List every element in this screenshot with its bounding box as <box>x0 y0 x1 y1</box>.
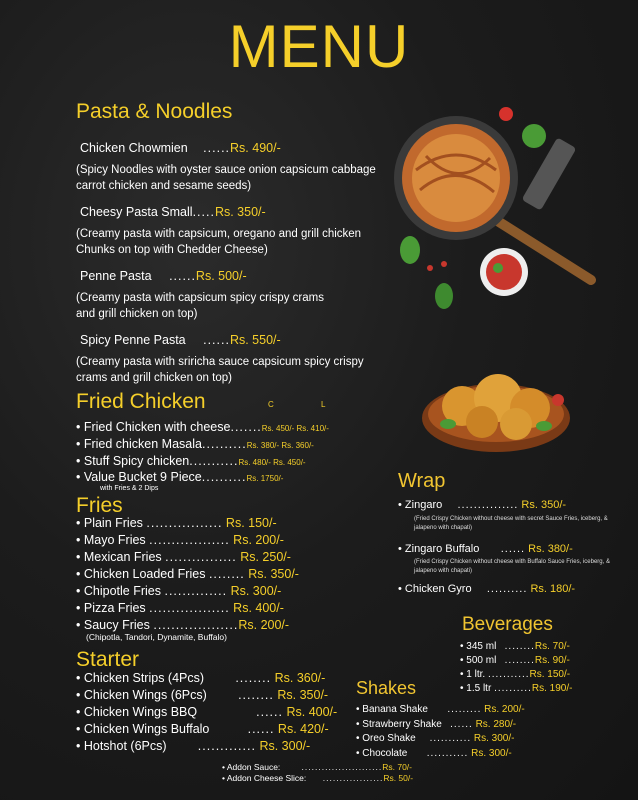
item-price: Rs. 200/- <box>233 533 284 547</box>
item-price: Rs. 500/- <box>195 269 247 283</box>
item-dots: ......... <box>447 704 482 715</box>
item-price: Rs. 360/- <box>274 671 326 685</box>
item-name: Mexican Fries <box>83 550 162 564</box>
menu-item <box>80 205 266 220</box>
item-price: Rs. 450/- Rs. 410/- <box>261 424 329 433</box>
item-price: Rs. 180/- <box>530 583 576 595</box>
item-price: Rs. 350/- <box>277 688 329 702</box>
item-name: 500 ml <box>466 655 497 666</box>
beverages-list <box>460 640 572 696</box>
item-name: Zingaro Buffalo <box>404 543 480 555</box>
item-note: (Chipotla, Tandori, Dynamite, Buffalo) <box>86 632 227 642</box>
item-name: Spicy Penne Pasta <box>80 333 186 347</box>
section-beverages: Beverages <box>462 614 553 635</box>
column-l-label: L <box>321 400 326 409</box>
item-dots: ...... <box>169 269 196 283</box>
menu-item: • Fried chicken Masala..........Rs. 380/- Rs. 360/- <box>76 437 314 451</box>
item-name: Value Bucket 9 Piece <box>83 470 202 484</box>
item-description: (Creamy pasta with capsicum spicy crispy crams and grill chicken on top) <box>76 292 324 320</box>
item-dots: ........ <box>235 671 272 685</box>
item-price: Rs. 300/- <box>230 584 282 598</box>
item-name: 1.5 ltr <box>466 683 492 694</box>
item-name: Chicken Strips (4Pcs) <box>83 671 205 685</box>
item-dots: .................. <box>149 601 230 615</box>
item-dots: ........ <box>504 641 535 652</box>
item-dots: ................ <box>165 550 237 564</box>
addon-name: Addon Cheese Slice: <box>226 773 307 783</box>
menu-item: • Chicken Wings (6Pcs) ........ Rs. 350/- <box>76 688 329 702</box>
item-price: Rs. 380/- <box>528 543 573 555</box>
item-description: (Fried Crispy Chicken without cheese with secret Sauce Fries, iceberg, & jalapeno with chapati) <box>414 516 608 531</box>
menu-item: • Pizza Fries .................. Rs. 400/- <box>76 601 284 615</box>
item-dots: .................. <box>149 533 230 547</box>
menu-item <box>80 141 281 156</box>
item-dots: ........... <box>487 669 530 680</box>
item-price: Rs. 300/- <box>471 747 512 759</box>
menu-item: • Fried Chicken with cheese.......Rs. 450/- Rs. 410/- <box>76 420 329 434</box>
item-name: Chocolate <box>362 747 408 759</box>
item-price: Rs. 150/- <box>225 516 277 530</box>
item-price: Rs. 200/- <box>484 704 525 715</box>
item-name: 345 ml <box>466 641 497 652</box>
menu-item: • 500 ml ........Rs. 90/- <box>460 655 570 666</box>
menu-item: • Oreo Shake ........... Rs. 300/- <box>356 733 515 744</box>
menu-item: • Saucy Fries ...................Rs. 200/- <box>76 618 290 632</box>
column-c-label: C <box>268 400 274 409</box>
addon-price: Rs. 50/- <box>383 773 414 783</box>
item-dots: ........... <box>189 454 239 468</box>
item-dots: ...... <box>450 718 473 730</box>
item-name: Chicken Loaded Fries <box>83 567 206 581</box>
item-price: Rs. 70/- <box>534 641 570 652</box>
item-dots: .......... <box>201 470 247 484</box>
item-name: Chipotle Fries <box>83 584 161 598</box>
menu-item: • Chicken Wings BBQ ...... Rs. 400/- <box>76 705 338 719</box>
item-dots: ............... <box>457 499 519 511</box>
menu-item: • Zingaro ............... Rs. 350/- <box>398 499 567 511</box>
item-name: Fried chicken Masala <box>83 437 202 451</box>
item-price: Rs. 420/- <box>277 722 329 736</box>
item-name: 1 ltr. <box>466 669 486 680</box>
menu-item: • Chicken Strips (4Pcs) ........ Rs. 360/- <box>76 671 326 685</box>
item-price: Rs. 300/- <box>473 733 515 744</box>
item-dots: ..... <box>192 205 215 219</box>
item-price: Rs. 150/- <box>529 669 571 680</box>
item-name: Mayo Fries <box>83 533 146 547</box>
item-price: Rs. 300/- <box>259 739 311 753</box>
item-dots: ................... <box>153 618 239 632</box>
menu-item: • Chicken Gyro .......... Rs. 180/- <box>398 583 576 595</box>
item-price: Rs. 400/- <box>286 705 338 719</box>
noodle-pan-image <box>386 100 618 310</box>
item-name: Saucy Fries <box>83 618 150 632</box>
section-starter: Starter <box>76 648 140 671</box>
section-fried-chicken: Fried Chicken <box>76 390 206 413</box>
item-name: Banana Shake <box>362 704 428 715</box>
menu-item: • Stuff Spicy chicken...........Rs. 480/- Rs. 450/- <box>76 454 306 468</box>
item-description: (Fried Crispy Chicken without cheese with Buffalo Sauce Fries, iceberg, & jalapeno with chapati) <box>414 559 610 574</box>
item-price: Rs. 350/- <box>521 499 567 511</box>
menu-item: • 1 ltr. ...........Rs. 150/- <box>460 669 571 680</box>
item-dots: .......... <box>486 583 528 595</box>
item-price: Rs. 350/- <box>214 205 266 219</box>
item-name: Chicken Gyro <box>404 583 472 595</box>
item-name: Chicken Chowmien <box>80 141 188 155</box>
item-name: Chicken Wings Buffalo <box>83 722 210 736</box>
item-dots: ...... <box>203 141 231 155</box>
item-name: Zingaro <box>404 499 443 511</box>
item-dots: ........... <box>429 733 472 744</box>
section-pasta-noodles: Pasta & Noodles <box>76 100 233 123</box>
item-price: Rs. 550/- <box>229 333 281 347</box>
section-wrap: Wrap <box>398 470 446 492</box>
menu-item: • Value Bucket 9 Piece..........Rs. 1750/- <box>76 470 284 484</box>
item-price: Rs. 280/- <box>475 718 517 730</box>
item-price: Rs. 250/- <box>240 550 291 564</box>
item-name: Plain Fries <box>83 516 143 530</box>
item-dots: ....... <box>230 420 262 434</box>
item-name: Chicken Wings BBQ <box>83 705 198 719</box>
menu-item: • Chocolate ........... Rs. 300/- <box>356 747 512 759</box>
item-description: (Creamy pasta with capsicum, oregano and grill chicken Chunks on top with Chedder Cheese) <box>76 228 362 256</box>
item-dots: ........ <box>238 688 274 702</box>
menu-title: MENU <box>228 13 410 80</box>
item-price: Rs. 350/- <box>248 567 299 581</box>
item-dots: ............. <box>197 739 256 753</box>
item-note: with Fries & 2 Dips <box>100 485 159 492</box>
item-dots: ...... <box>247 722 275 736</box>
addon-name: Addon Sauce: <box>226 762 281 772</box>
addon-list <box>222 762 413 784</box>
item-price: Rs. 90/- <box>534 655 570 666</box>
item-name: Pizza Fries <box>83 601 146 615</box>
item-price: Rs. 380/- Rs. 360/- <box>246 441 314 450</box>
item-dots: ........... <box>426 747 469 759</box>
item-price: Rs. 200/- <box>238 618 290 632</box>
fried-chicken-plate-image <box>418 360 574 456</box>
item-name: Chicken Wings (6Pcs) <box>83 688 207 702</box>
item-dots: .......... <box>494 683 532 694</box>
item-description: (Spicy Noodles with oyster sauce onion capsicum cabbage carrot chicken and sesame seeds) <box>76 164 376 192</box>
addon-item: • Addon Cheese Slice: ..................Rs. 50/- <box>222 773 414 783</box>
item-price: Rs. 480/- Rs. 450/- <box>238 458 306 467</box>
item-name: Penne Pasta <box>80 269 152 283</box>
item-dots: ........ <box>208 567 245 581</box>
item-name: Stuff Spicy chicken <box>83 454 190 468</box>
menu-item: • Banana Shake ......... Rs. 200/- <box>356 704 525 715</box>
menu-item: • Strawberry Shake ...... Rs. 280/- <box>356 718 517 730</box>
item-dots: ...... <box>500 543 526 555</box>
menu-item: • Chicken Loaded Fries ........ Rs. 350/- <box>76 567 299 581</box>
item-price: Rs. 1750/- <box>246 474 284 483</box>
item-name: Strawberry Shake <box>362 718 442 730</box>
addon-dots: .................. <box>322 773 384 783</box>
fries-list <box>76 516 299 642</box>
menu-item: • Mexican Fries ................ Rs. 250/- <box>76 550 291 564</box>
addon-item: • Addon Sauce: ........................Rs. 70/- <box>222 762 412 772</box>
item-price: Rs. 490/- <box>230 141 281 155</box>
item-price: Rs. 190/- <box>531 683 573 694</box>
item-name: Oreo Shake <box>362 733 416 744</box>
section-shakes: Shakes <box>356 678 417 698</box>
item-name: Cheesy Pasta Small <box>80 205 193 219</box>
item-dots: .......... <box>201 437 247 451</box>
addon-price: Rs. 70/- <box>382 762 412 772</box>
menu-item: • Mayo Fries .................. Rs. 200/- <box>76 533 284 547</box>
menu-item: • 345 ml ........Rs. 70/- <box>460 641 570 652</box>
item-dots: ................. <box>146 516 223 530</box>
item-price: Rs. 400/- <box>233 601 284 615</box>
item-dots: ...... <box>203 333 230 347</box>
menu-item <box>80 333 281 348</box>
shakes-list <box>356 703 525 761</box>
addon-dots: ........................ <box>301 762 383 772</box>
item-name: Hotshot (6Pcs) <box>83 739 167 753</box>
menu-item: • Plain Fries ................. Rs. 150/- <box>76 516 277 530</box>
item-dots: ........ <box>504 655 535 666</box>
starter-list <box>76 671 337 756</box>
item-name: Fried Chicken with cheese <box>83 420 231 434</box>
item-description: (Creamy pasta with sriricha sauce capsicum spicy crispy crams and grill chicken on top) <box>76 356 364 384</box>
menu-item: • 1.5 ltr ..........Rs. 190/- <box>460 683 573 694</box>
menu-item: • Hotshot (6Pcs) ............. Rs. 300/- <box>76 739 311 753</box>
menu-item: • Chipotle Fries .............. Rs. 300/- <box>76 584 282 598</box>
item-dots: .............. <box>164 584 228 598</box>
section-fries: Fries <box>76 494 123 517</box>
menu-item: • Zingaro Buffalo ...... Rs. 380/- <box>398 543 573 555</box>
menu-item <box>80 269 247 284</box>
menu-item: • Chicken Wings Buffalo ...... Rs. 420/- <box>76 722 329 736</box>
item-dots: ...... <box>256 705 283 719</box>
